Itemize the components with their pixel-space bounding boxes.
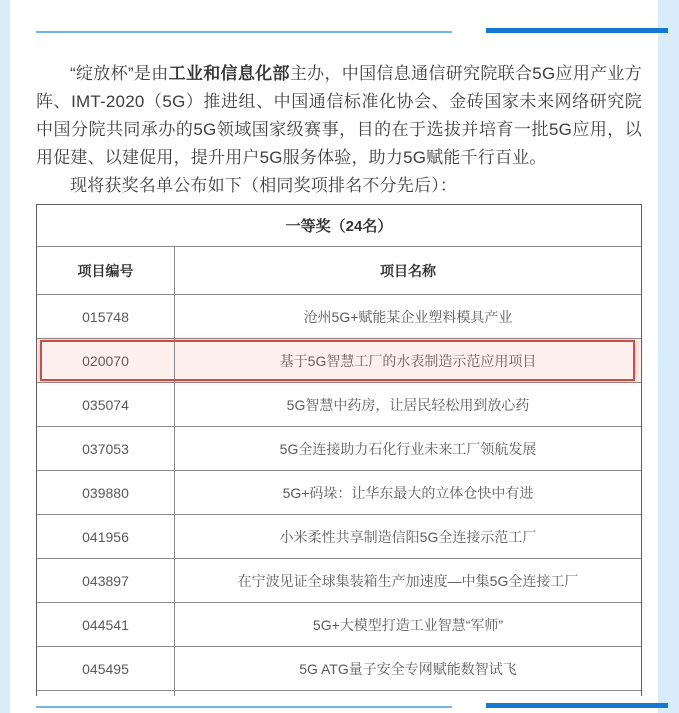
divider-thick-bar (486, 703, 668, 708)
cell-project-id: 041956 (37, 515, 175, 558)
cell-project-id: 043897 (37, 559, 175, 602)
cell-project-id: 039880 (37, 471, 175, 514)
intro-text-bold-ministry: 工业和信息化部 (168, 64, 290, 83)
column-header-project-name: 项目名称 (380, 262, 436, 279)
announcement-line: 现将获奖名单公布如下（相同奖项排名不分先后）： (70, 176, 458, 195)
top-divider (36, 28, 668, 33)
column-header-project-id: 项目编号 (37, 247, 175, 294)
table-row-cutoff-stub (37, 690, 641, 696)
table-row (37, 558, 641, 602)
divider-thick-bar (486, 28, 668, 33)
cell-project-id: 015748 (37, 295, 175, 338)
intro-section (36, 60, 642, 200)
divider-thin-line (36, 31, 452, 33)
cell-project-name: 在宁波见证全球集装箱生产加速度—中集5G全连接工厂 (237, 572, 579, 589)
bottom-divider (36, 703, 668, 708)
table-row-highlighted (37, 338, 641, 382)
table-row (37, 294, 641, 338)
table-row (37, 382, 641, 426)
cell-project-name: 小米柔性共享制造信阳5G全连接示范工厂 (279, 528, 537, 545)
cell-project-name: 5G+码垛：让华东最大的立体仓快中有进 (282, 484, 534, 501)
intro-text-prefix: “绽放杯”是由 (70, 64, 169, 83)
cell-project-id: 035074 (37, 383, 175, 426)
cell-stub (37, 691, 175, 696)
cell-project-name: 5G全连接助力石化行业未来工厂领航发展 (279, 440, 537, 457)
award-title: 一等奖（24名） (285, 218, 393, 235)
table-row (37, 602, 641, 646)
cell-project-id: 037053 (37, 427, 175, 470)
intro-text-suffix: 主办，中国信息通信研究院联合5G应用产业方阵、IMT-2020（5G）推进组、中国通信标准化协会、金砖国家未来网络研究院中国分院共同承办的5G领域国家级赛事，目的在于选拔并培育一批5G应用，以用促建、以建促用，提升用户5G服务体验，助力5G赋能千行百业。 (36, 64, 642, 167)
table-row (37, 426, 641, 470)
awards-table (36, 204, 642, 696)
award-title-row (37, 205, 641, 246)
table-row (37, 470, 641, 514)
table-row (37, 514, 641, 558)
cell-project-id: 045495 (37, 647, 175, 690)
cell-project-name: 5G ATG量子安全专网赋能数智试飞 (299, 660, 517, 677)
cell-project-id: 044541 (37, 603, 175, 646)
cell-project-id: 020070 (37, 339, 175, 382)
content-card (10, 0, 658, 713)
cell-stub (175, 691, 641, 696)
table-header-row (37, 246, 641, 294)
divider-thin-line (36, 706, 452, 708)
table-row (37, 646, 641, 690)
cell-project-name: 沧州5G+赋能某企业塑料模具产业 (303, 308, 513, 325)
intro-paragraph (36, 60, 642, 172)
cell-project-name: 5G+大模型打造工业智慧“军师” (312, 616, 504, 633)
cell-project-name: 5G智慧中药房，让居民轻松用到放心药 (286, 396, 530, 413)
cell-project-name: 基于5G智慧工厂的水表制造示范应用项目 (279, 352, 537, 369)
